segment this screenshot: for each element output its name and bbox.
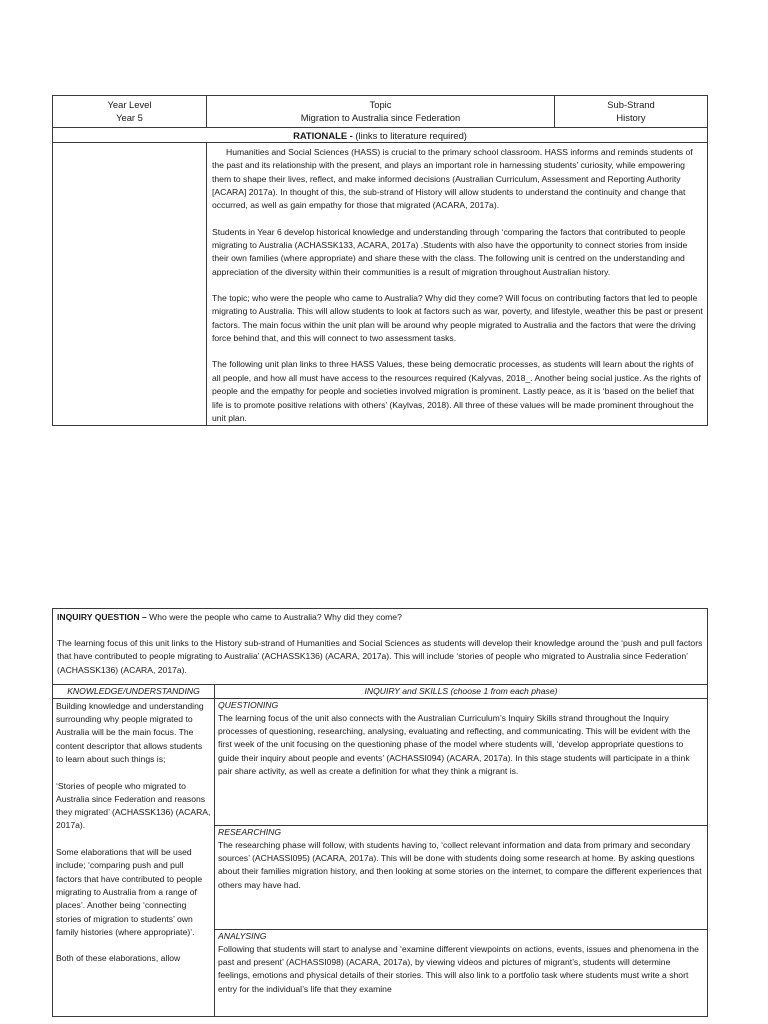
rationale-note: (links to literature required) (352, 130, 467, 141)
rationale-paragraph: Students in Year 6 develop historical knowledge and understanding through ‘comparing the factors that contributed to people migrating to Australia (ACHASSK133, ACARA, 2017a) .Students with also have the opportunity to connect stories from inside their own families (where appropriate) and share these with the class. The following unit is centred on the understanding and appreciation of the diversity within their communities is a result of migration throughout Australian history. (212, 226, 688, 277)
phase-analysing (215, 929, 708, 1016)
skills-column-header: INQUIRY and SKILLS (choose 1 from each phase) (215, 684, 708, 698)
substrand-label: Sub-Strand (607, 99, 655, 110)
rationale-paragraph: The following unit plan links to three HASS Values, these being democratic processes, as students will learn about the rights of all people, and how all must have access to the resources required (Kalyvas, 2018_. Another being social justice. As the rights of people and the empathy for people and societies involved migration is prominent. Lastly peace, as it is ‘based on the belief that life is to promote positive relations with others’ (Kaylvas, 2018). All three of these values will be made prominent throughout the unit plan. (212, 359, 701, 423)
rationale-row (53, 143, 708, 426)
inquiry-question-label: INQUIRY QUESTION – (57, 612, 147, 622)
year-level-label: Year Level (107, 99, 152, 110)
column-header-row (53, 684, 708, 698)
knowledge-column-header: KNOWLEDGE/UNDERSTANDING (53, 684, 215, 698)
phase-text: The researching phase will follow, with students having to, ‘collect relevant information and data from primary and secondary sources’ (ACHASSI095) (ACARA, 2017a). This will be done with students doing some research at home. By asking questions about their families migration history, and then looking at some stories on the internet, to compare the different experiences that others may have had. (218, 840, 702, 890)
knowledge-paragraph: Both of these elaborations, allow (56, 953, 181, 964)
year-level-cell (53, 96, 207, 128)
knowledge-paragraph: ‘Stories of people who migrated to Australia since Federation and reasons they migrated’ (ACHASSK136) (ACARA, 2017a). (56, 780, 211, 831)
rationale-label: RATIONALE - (293, 130, 353, 141)
unit-overview-table (52, 95, 708, 426)
substrand-value: History (616, 112, 646, 123)
topic-value: Migration to Australia since Federation (300, 112, 461, 123)
inquiry-question-text: Who were the people who came to Australia? Why did they come? (146, 612, 402, 622)
phase-text: The learning focus of the unit also connects with the Australian Curriculum’s Inquiry Skills strand throughout the Inquiry processes of questioning, researching, analysing, evaluating and reflecting, and communicating. This will be evident with the first week of the unit focusing on the questioning phase of the model where students will, ‘develop appropriate questions to guide their inquiry about people and events’ (ACHASSI094) (ACARA, 2017a). In this stage students will participate in a think pair share activity, as well as create a definition for what they think a migrant is. (218, 713, 691, 776)
phase-label: QUESTIONING (218, 699, 279, 710)
inquiry-table (52, 608, 708, 1017)
rationale-heading (53, 128, 708, 143)
inquiry-question (57, 611, 703, 624)
inquiry-question-cell (53, 609, 708, 685)
rationale-body (207, 143, 708, 426)
phase-label: ANALYSING (218, 930, 267, 941)
substrand-cell (555, 96, 708, 128)
rationale-empty-cell (53, 143, 207, 426)
header-row (53, 96, 708, 128)
phase-row-questioning (53, 698, 708, 825)
topic-cell (207, 96, 555, 128)
rationale-paragraph: Humanities and Social Sciences (HASS) is crucial to the primary school classroom. HASS informs and reminds students of the past and its relationship with the present, and plays an important role in harnessing students’ curiosity, while empowering them to shape their lives, reflect, and make informed decisions (Australian Curriculum, Assessment and Reporting Authority [ACARA] 2017a). In thought of this, the sub-strand of History will allow students to understand the continuity and change that occurred, as well as gain empathy for those that migrated (ACARA, 2017a). (212, 147, 693, 211)
topic-label: Topic (369, 99, 392, 110)
year-level-value: Year 5 (116, 112, 143, 123)
rationale-paragraph: The topic; who were the people who came to Australia? Why did they come? Will focus on contributing factors that led to people migrating to Australia. This will allow students to look at factors such as war, poverty, and lifestyle, weather this be past or present factors. The main focus within the unit plan will be around why people migrated to Australia and the factors that were the driving force behind that, and this will connect to two assessment tasks. (212, 293, 703, 344)
knowledge-cell (53, 698, 215, 1016)
learning-focus: The learning focus of this unit links to the History sub-strand of Humanities and Social Sciences as students will develop their knowledge around the ‘push and pull factors that have contributed to people migrating to Australia’ (ACHASSK136) (ACARA, 2017a). This will include ‘stories of people who migrated to Australia since Federation’ (ACHASSK136) (ACARA, 2017a). (57, 638, 703, 675)
rationale-heading-row (53, 128, 708, 143)
inquiry-question-row (53, 609, 708, 685)
phase-text: Following that students will start to analyse and ‘examine different viewpoints on actions, events, issues and phenomena in the past and present’ (ACHASSI098) (ACARA, 2017a), by viewing videos and pictures of migrant’s, students will determine feelings, emotions and physical details of their stories. This will also link to a portfolio task where students must write a short entry for the individual’s life that they examine (218, 943, 699, 994)
phase-questioning (215, 698, 708, 825)
phase-label: RESEARCHING (218, 826, 282, 837)
phase-researching (215, 825, 708, 929)
knowledge-paragraph: Some elaborations that will be used include; ‘comparing push and pull factors that have contributed to people migrating to Australia from a range of places’. Another being ‘connecting stories of migration to students’ own family histories (where appropriate)’. (56, 847, 203, 937)
knowledge-paragraph: Building knowledge and understanding surrounding why people migrated to Australia will be the main focus. The content descriptor that allows students to learn about such things is; (56, 700, 204, 764)
